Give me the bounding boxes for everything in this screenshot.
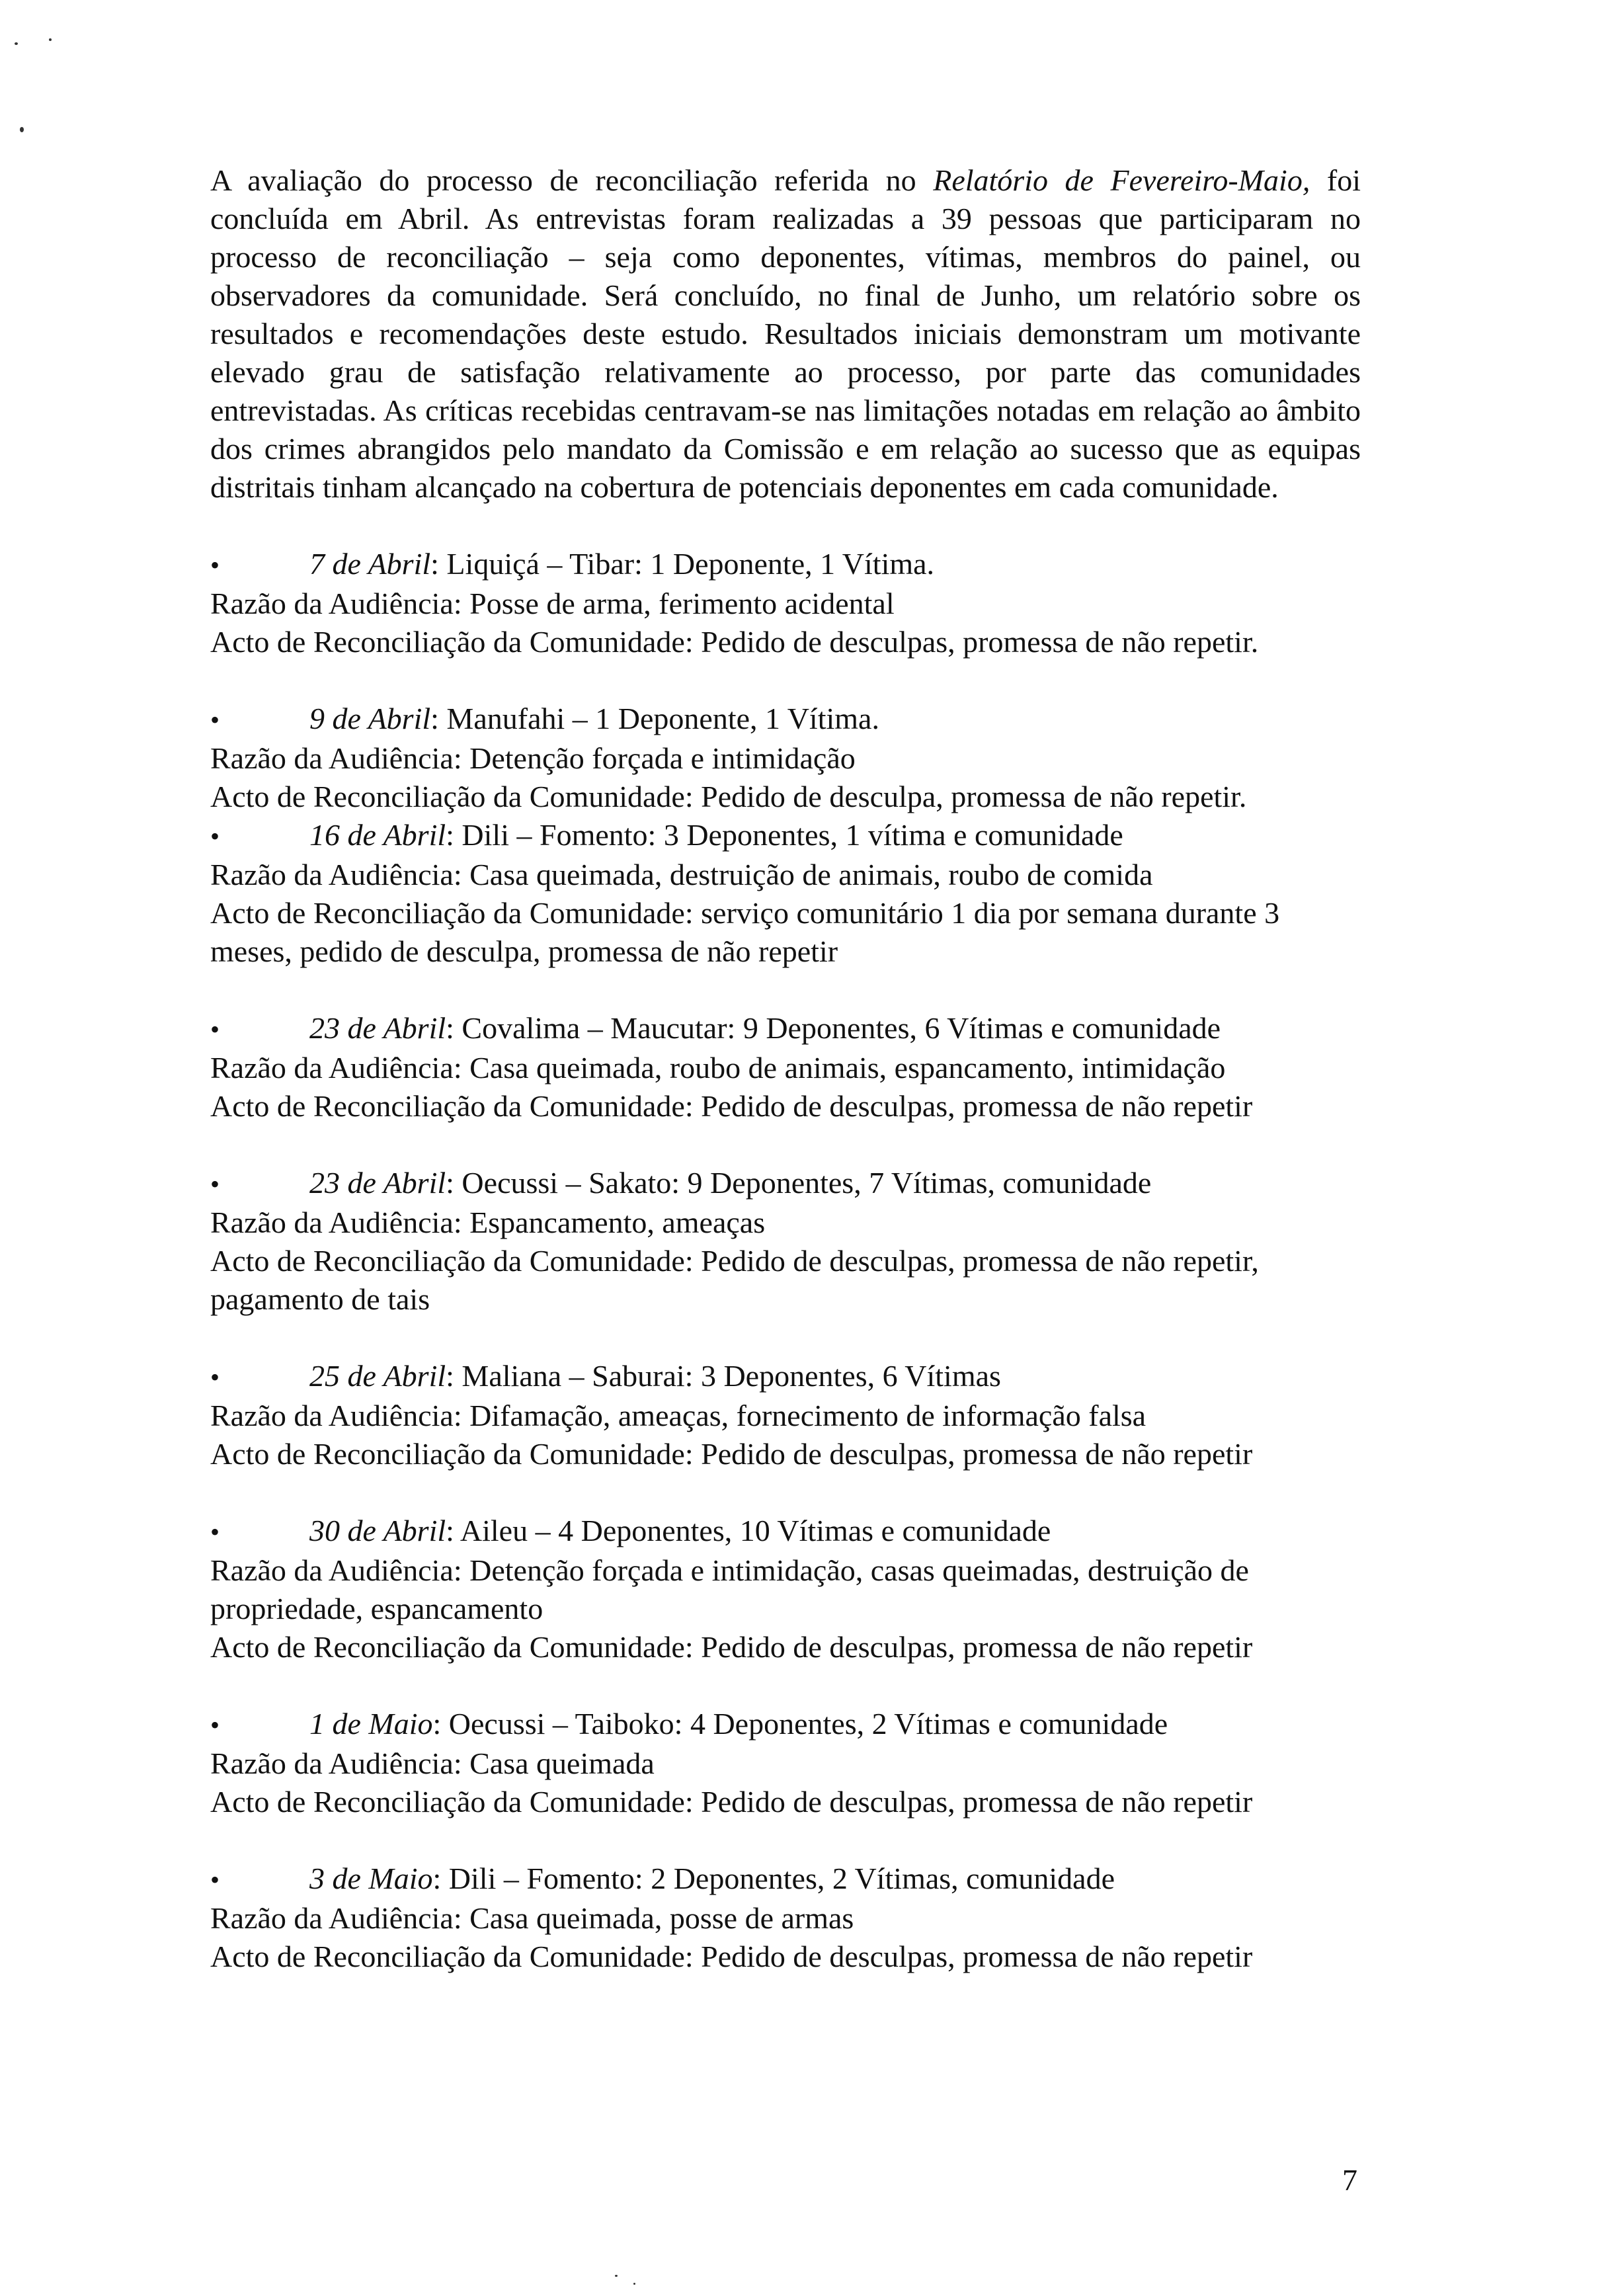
bullet-icon — [210, 1164, 309, 1204]
hearing-act: Acto de Reconciliação da Comunidade: Pedido de desculpas, promessa de não repetir, pagamento de tais — [210, 1244, 1259, 1316]
hearing-reason: Razão da Audiência: Detenção forçada e intimidação, casas queimadas, destruição de propriedade, espancamento — [210, 1553, 1249, 1625]
hearing-location: : Dili – Fomento: 2 Deponentes, 2 Vítimas, comunidade — [432, 1862, 1115, 1895]
hearing-act: Acto de Reconciliação da Comunidade: Pedido de desculpa, promessa de não repetir. — [210, 780, 1247, 813]
intro-lead: A avaliação do processo de reconciliação referida no — [210, 163, 934, 197]
bullet-icon — [210, 1705, 309, 1744]
hearing-entry — [210, 1164, 1361, 1319]
hearing-reason: Razão da Audiência: Detenção forçada e intimidação — [210, 741, 856, 775]
hearing-date: 23 de Abril — [309, 1166, 446, 1200]
hearing-entry — [210, 1512, 1361, 1666]
scan-speck — [615, 2275, 618, 2277]
intro-rest: foi concluída em Abril. As entrevistas foram realizadas a 39 pessoas que participaram no processo de reconciliação – seja como deponentes, vítimas, membros do painel, ou observadores da comunidade. Será concluído, no final de Junho, um relatório sobre os resultados e recomendações deste estudo. Resultados iniciais demonstram um motivante elevado grau de satisfação relativamente ao processo, por parte das comunidades entrevistadas. As críticas recebidas centravam-se nas limitações notadas em relação ao âmbito dos crimes abrangidos pelo mandato da Comissão e em relação ao sucesso que as equipas distritais tinham alcançado na cobertura de potenciais deponentes em cada comunidade. — [210, 163, 1361, 504]
bullet-icon — [210, 1357, 309, 1397]
hearing-entry — [210, 1357, 1361, 1473]
hearing-reason: Razão da Audiência: Difamação, ameaças, fornecimento de informação falsa — [210, 1399, 1146, 1432]
hearing-date: 1 de Maio — [309, 1707, 433, 1741]
hearing-date: 23 de Abril — [309, 1011, 446, 1045]
scan-speck — [49, 38, 52, 41]
hearing-act: Acto de Reconciliação da Comunidade: Pedido de desculpas, promessa de não repetir — [210, 1785, 1253, 1819]
hearing-entry — [210, 1860, 1361, 1976]
hearing-reason: Razão da Audiência: Espancamento, ameaças — [210, 1206, 766, 1239]
hearing-reason: Razão da Audiência: Casa queimada, posse de armas — [210, 1901, 854, 1935]
hearing-act: Acto de Reconciliação da Comunidade: Pedido de desculpas, promessa de não repetir. — [210, 625, 1259, 659]
hearing-reason: Razão da Audiência: Casa queimada, roubo de animais, espancamento, intimidação — [210, 1051, 1226, 1085]
intro-paragraph — [210, 161, 1361, 507]
hearing-act: Acto de Reconciliação da Comunidade: Pedido de desculpas, promessa de não repetir — [210, 1437, 1253, 1471]
hearing-reason: Razão da Audiência: Casa queimada, destruição de animais, roubo de comida — [210, 858, 1153, 891]
document-body — [210, 161, 1361, 1976]
hearing-entry — [210, 1009, 1361, 1126]
hearing-entry — [210, 545, 1361, 661]
hearing-location: : Manufahi – 1 Deponente, 1 Vítima. — [430, 702, 879, 735]
hearing-location: : Aileu – 4 Deponentes, 10 Vítimas e comunidade — [446, 1514, 1051, 1547]
bullet-icon — [210, 1512, 309, 1551]
hearing-date: 30 de Abril — [309, 1514, 446, 1547]
bullet-icon — [210, 816, 309, 856]
bullet-icon — [210, 1009, 309, 1049]
hearing-entry — [210, 700, 1361, 816]
scan-speck — [15, 42, 18, 45]
hearing-heading — [210, 1357, 1361, 1397]
hearing-location: : Oecussi – Taiboko: 4 Deponentes, 2 Vítimas e comunidade — [432, 1707, 1168, 1741]
hearing-date: 25 de Abril — [309, 1359, 446, 1393]
hearing-heading — [210, 1512, 1361, 1551]
hearing-reason: Razão da Audiência: Casa queimada — [210, 1746, 655, 1780]
hearing-heading — [210, 1705, 1361, 1744]
hearing-act: Acto de Reconciliação da Comunidade: Pedido de desculpas, promessa de não repetir — [210, 1940, 1253, 1973]
hearing-heading — [210, 1009, 1361, 1049]
hearing-location: : Oecussi – Sakato: 9 Deponentes, 7 Vítimas, comunidade — [446, 1166, 1152, 1200]
bullet-icon — [210, 700, 309, 739]
page-number: 7 — [1342, 2163, 1357, 2197]
hearing-date: 9 de Abril — [309, 702, 431, 735]
hearing-act: Acto de Reconciliação da Comunidade: serviço comunitário 1 dia por semana durante 3 meses, pedido de desculpa, promessa de não repetir — [210, 896, 1280, 968]
hearing-date: 16 de Abril — [309, 818, 446, 852]
hearing-act: Acto de Reconciliação da Comunidade: Pedido de desculpas, promessa de não repetir — [210, 1630, 1253, 1664]
hearing-date: 3 de Maio — [309, 1862, 433, 1895]
bullet-icon — [210, 545, 309, 585]
hearing-entry — [210, 1705, 1361, 1821]
hearing-heading — [210, 1164, 1361, 1204]
hearing-heading — [210, 816, 1361, 856]
hearing-heading — [210, 700, 1361, 739]
hearing-heading — [210, 1860, 1361, 1899]
hearing-date: 7 de Abril — [309, 547, 431, 581]
hearing-reason: Razão da Audiência: Posse de arma, ferimento acidental — [210, 587, 895, 620]
scan-speck — [633, 2283, 635, 2285]
hearing-location: : Covalima – Maucutar: 9 Deponentes, 6 Vítimas e comunidade — [446, 1011, 1221, 1045]
report-title: Relatório de Fevereiro-Maio, — [933, 163, 1310, 197]
hearing-location: : Dili – Fomento: 3 Deponentes, 1 vítima e comunidade — [446, 818, 1123, 852]
bullet-icon — [210, 1860, 309, 1899]
hearing-entry — [210, 816, 1361, 971]
scan-speck — [20, 127, 24, 132]
hearing-heading — [210, 545, 1361, 585]
hearing-location: : Maliana – Saburai: 3 Deponentes, 6 Vítimas — [446, 1359, 1001, 1393]
hearing-location: : Liquiçá – Tibar: 1 Deponente, 1 Vítima. — [430, 547, 935, 581]
hearing-act: Acto de Reconciliação da Comunidade: Pedido de desculpas, promessa de não repetir — [210, 1089, 1253, 1123]
